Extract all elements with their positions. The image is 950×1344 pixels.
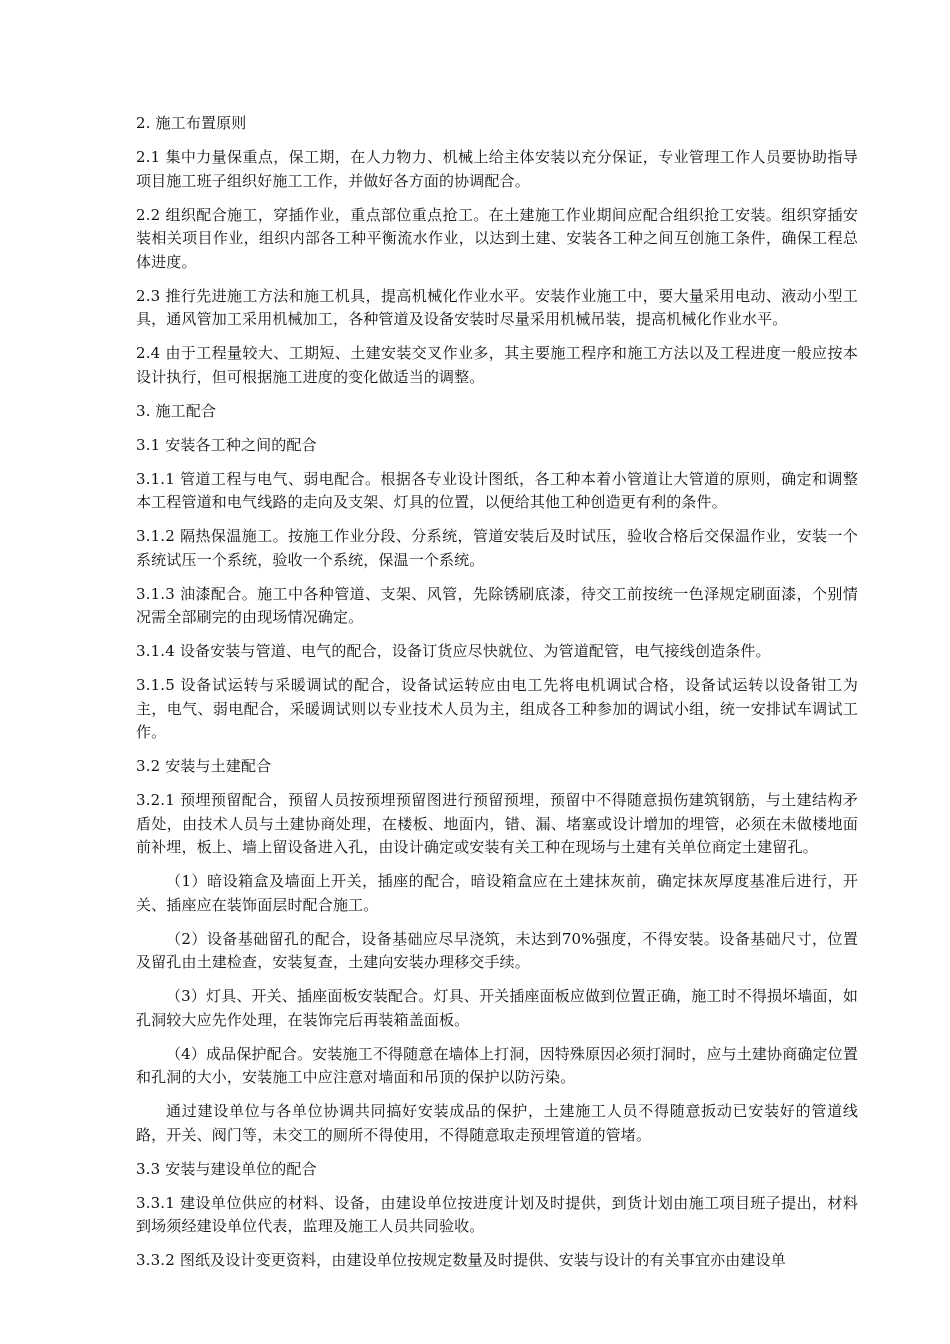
list-item: （4）成品保护配合。安装施工不得随意在墙体上打洞，因特殊原因必须打洞时，应与土建协商确定位置和孔洞的大小，安装施工中应注意对墙面和吊顶的保护以防污染。 <box>136 1044 858 1086</box>
paragraph: 2.3 推行先进施工方法和施工机具，提高机械化作业水平。安装作业施工中，要大量采用电动、液动小型工具，通风管加工采用机械加工，各种管道及设备安装时尽量采用机械吊装，提高机械化作业水平。 <box>136 286 858 328</box>
list-item: （1）暗设箱盒及墙面上开关，插座的配合，暗设箱盒应在土建抹灰前，确定抹灰厚度基准后进行，开关、插座应在装饰面层时配合施工。 <box>136 872 858 914</box>
paragraph: 3.3.2 图纸及设计变更资料，由建设单位按规定数量及时提供、安装与设计的有关事宜亦由建设单 <box>136 1251 786 1269</box>
paragraph: 2.4 由于工程量较大、工期短、土建安装交叉作业多，其主要施工程序和施工方法以及工程进度一般应按本设计执行，但可根据施工进度的变化做适当的调整。 <box>136 344 858 386</box>
paragraph: 3.1.1 管道工程与电气、弱电配合。根据各专业设计图纸，各工种本着小管道让大管道的原则，确定和调整本工程管道和电气线路的走向及支架、灯具的位置，以便给其他工种创造更有利的条件。 <box>136 469 858 511</box>
subsection-heading: 3.1 安装各工种之间的配合 <box>136 435 317 454</box>
document-page <box>136 112 858 1283</box>
paragraph: 2.1 集中力量保重点，保工期，在人力物力、机械上给主体安装以充分保证，专业管理工作人员要协助指导项目施工班子组织好施工工作，并做好各方面的协调配合。 <box>136 148 858 190</box>
paragraph: 3.3.1 建设单位供应的材料、设备，由建设单位按进度计划及时提供，到货计划由施工项目班子提出，材料到场须经建设单位代表，监理及施工人员共同验收。 <box>136 1193 858 1235</box>
paragraph: 3.2.1 预埋预留配合，预留人员按预埋预留图进行预留预埋，预留中不得随意损伤建筑钢筋，与土建结构矛盾处，由技术人员与土建协商处理，在楼板、地面内，错、漏、堵塞或设计增加的埋管，必须在未做楼地面前补埋，板上、墙上留设备进入孔，由设计确定或安装有关工种在现场与土建有关单位商定土建留孔。 <box>136 791 858 856</box>
section-heading: 2. 施工布置原则 <box>136 114 247 132</box>
paragraph: 通过建设单位与各单位协调共同搞好安装成品的保护，土建施工人员不得随意扳动已安装好的管道线路，开关、阀门等，未交工的厕所不得使用，不得随意取走预埋管道的管堵。 <box>136 1102 858 1144</box>
list-item: （2）设备基础留孔的配合，设备基础应尽早浇筑，未达到70%强度，不得安装。设备基础尺寸，位置及留孔由土建检查，安装复查，土建向安装办理移交手续。 <box>136 929 858 971</box>
paragraph: 3.1.5 设备试运转与采暖调试的配合，设备试运转应由电工先将电机调试合格，设备试运转以设备钳工为主，电气、弱电配合，采暖调试则以专业技术人员为主，组成各工种参加的调试小组，统一安排试车调试工作。 <box>136 676 858 741</box>
paragraph: 3.1.2 隔热保温施工。按施工作业分段、分系统，管道安装后及时试压，验收合格后交保温作业，安装一个系统试压一个系统，验收一个系统，保温一个系统。 <box>136 527 858 569</box>
paragraph: 3.1.4 设备安装与管道、电气的配合，设备订货应尽快就位、为管道配管，电气接线创造条件。 <box>136 642 771 660</box>
paragraph: 2.2 组织配合施工，穿插作业，重点部位重点抢工。在土建施工作业期间应配合组织抢工安装。组织穿插安装相关项目作业，组织内部各工种平衡流水作业，以达到土建、安装各工种之间互创施工条件，确保工程总体进度。 <box>136 205 858 271</box>
section-heading: 3. 施工配合 <box>136 401 217 420</box>
subsection-heading: 3.2 安装与土建配合 <box>136 757 272 775</box>
subsection-heading: 3.3 安装与建设单位的配合 <box>136 1159 317 1178</box>
list-item: （3）灯具、开关、插座面板安装配合。灯具、开关插座面板应做到位置正确，施工时不得损坏墙面，如孔洞较大应先作处理，在装饰完后再装箱盖面板。 <box>136 987 858 1029</box>
paragraph: 3.1.3 油漆配合。施工中各种管道、支架、风管，先除锈刷底漆，待交工前按统一色泽规定刷面漆，个别情况需全部刷完的由现场情况确定。 <box>136 584 858 626</box>
